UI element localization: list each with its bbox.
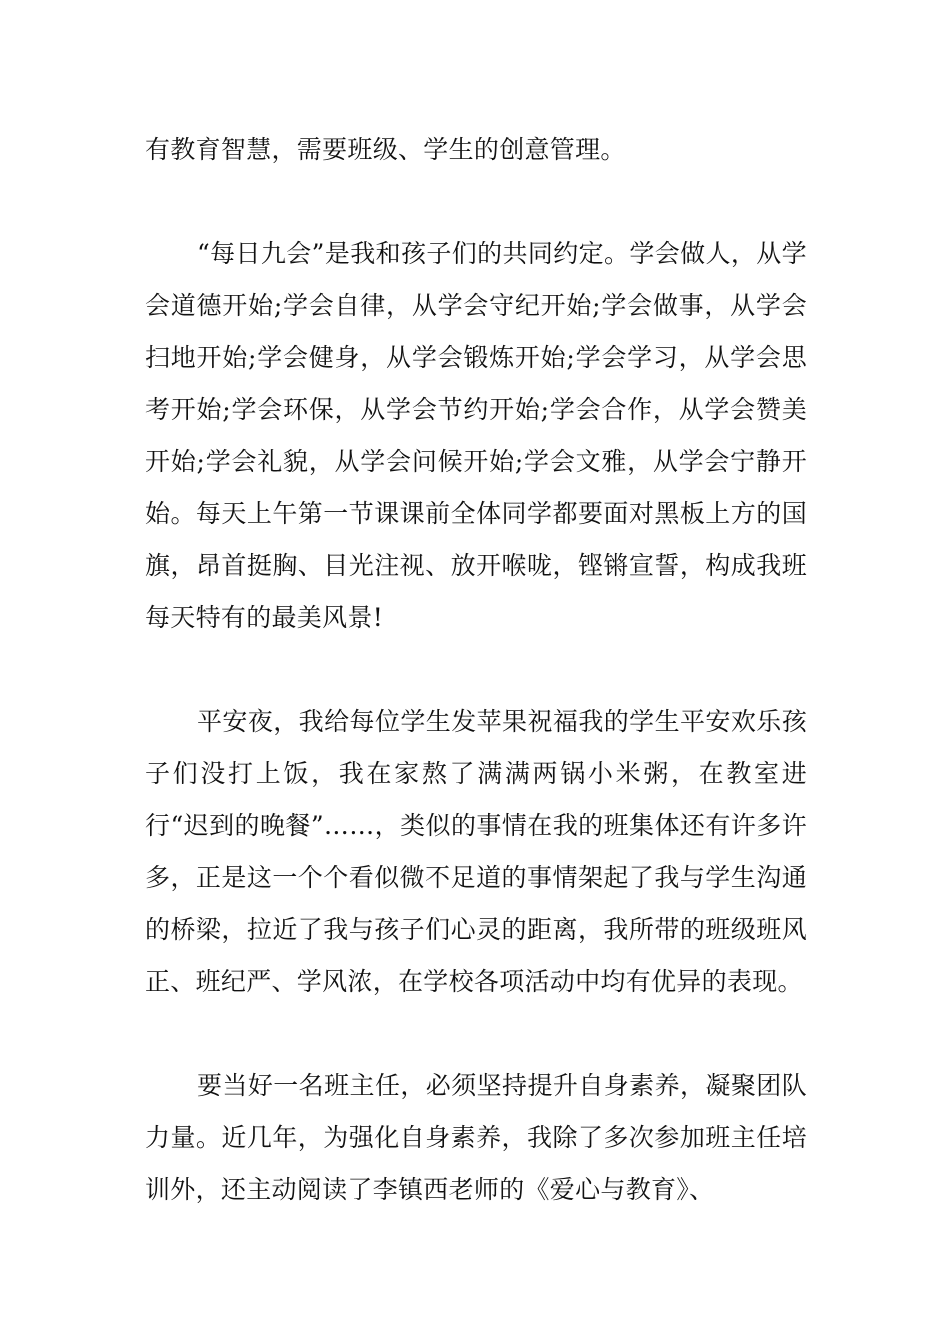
paragraph-3: 平安夜，我给每位学生发苹果祝福我的学生平安欢乐孩子们没打上饭，我在家熬了满满两锅小米粥，在教室进行“迟到的晚餐”……，类似的事情在我的班集体还有许多许多，正是这一个个看似微不足道的事情架起了我与学生沟通的桥梁，拉近了我与孩子们心灵的距离，我所带的班级班风正、班纪严、学风浓，在学校各项活动中均有优异的表现。 [145, 707, 807, 996]
paragraph-gap [145, 644, 807, 696]
paragraph-2: “每日九会”是我和孩子们的共同约定。学会做人，从学会道德开始;学会自律，从学会守纪开始;学会做事，从学会扫地开始;学会健身，从学会锻炼开始;学会学习，从学会思考开始;学会环保，从学会节约开始;学会合作，从学会赞美开始;学会礼貌，从学会问候开始;学会文雅，从学会宁静开始。每天上午第一节课课前全体同学都要面对黑板上方的国旗，昂首挺胸、目光注视、放开喉咙，铿锵宣誓，构成我班每天特有的最美风景! [145, 239, 807, 632]
paragraph-gap [145, 176, 807, 228]
paragraph-gap [145, 1008, 807, 1060]
paragraph-1: 有教育智慧，需要班级、学生的创意管理。 [145, 135, 626, 164]
document-body [145, 124, 807, 1216]
paragraph-4: 要当好一名班主任，必须坚持提升自身素养，凝聚团队力量。近几年，为强化自身素养，我除了多次参加班主任培训外，还主动阅读了李镇西老师的《爱心与教育》、 [145, 1071, 807, 1204]
